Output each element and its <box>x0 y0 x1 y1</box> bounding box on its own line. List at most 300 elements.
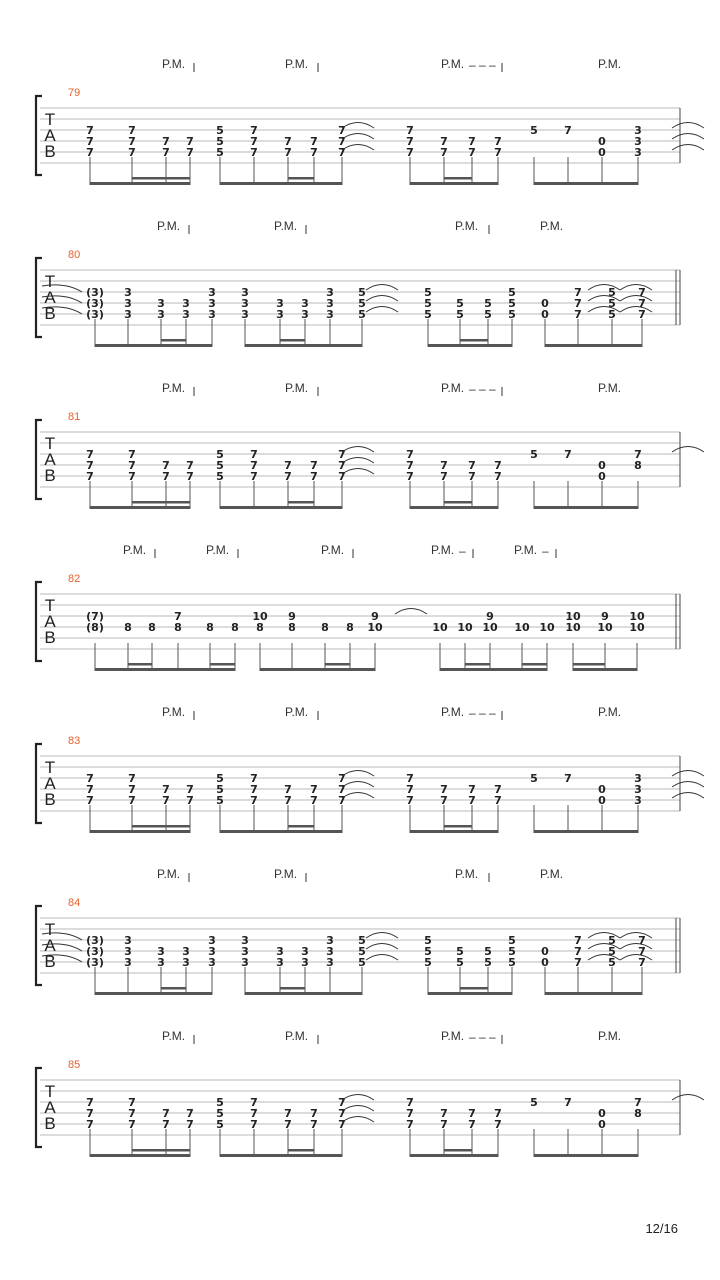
fret-number: 5 <box>530 124 538 137</box>
fret-number: 10 <box>252 610 268 623</box>
beam <box>428 992 512 995</box>
fret-number: 5 <box>358 286 366 299</box>
fret-number: 7 <box>638 956 646 969</box>
palm-mute-label: P.M. <box>157 219 181 233</box>
fret-number: 7 <box>338 783 346 796</box>
fret-number: 8 <box>321 621 329 634</box>
fret-number: 7 <box>186 470 194 483</box>
fret-number: 9 <box>371 610 379 623</box>
fret-number: 5 <box>424 945 432 958</box>
palm-mute-extension: – – – <box>469 58 496 72</box>
fret-number: 5 <box>608 286 616 299</box>
fret-number: 7 <box>86 1118 94 1131</box>
fret-number: 0 <box>598 794 606 807</box>
fret-number: 3 <box>326 934 334 947</box>
tie-arc <box>342 782 374 788</box>
fret-number: 7 <box>574 956 582 969</box>
fret-number: 7 <box>128 783 136 796</box>
fret-number: 7 <box>128 1096 136 1109</box>
fret-number: 10 <box>539 621 555 634</box>
fret-number: 3 <box>326 945 334 958</box>
tie-arc <box>342 145 374 151</box>
palm-mute-label: P.M. <box>285 381 309 395</box>
fret-number: 7 <box>174 610 182 623</box>
tie-arc <box>366 285 398 291</box>
fret-number: 3 <box>326 297 334 310</box>
fret-number: 7 <box>468 135 476 148</box>
palm-mute-label: P.M. <box>431 543 455 557</box>
measure-number: 81 <box>68 411 81 423</box>
fret-number: 5 <box>608 956 616 969</box>
palm-mute-label: P.M. <box>162 705 186 719</box>
fret-number: 3 <box>241 297 249 310</box>
fret-number: 7 <box>494 135 502 148</box>
tie-arc <box>672 1095 704 1101</box>
fret-number: 5 <box>358 945 366 958</box>
fret-number: 7 <box>128 1107 136 1120</box>
beam <box>95 344 212 347</box>
fret-number: 8 <box>634 1107 642 1120</box>
palm-mute-extension: – – – <box>469 382 496 396</box>
fret-number: 7 <box>186 146 194 159</box>
fret-number: 7 <box>284 459 292 472</box>
fret-number: 7 <box>406 470 414 483</box>
fret-number: 8 <box>148 621 156 634</box>
fret-number: 3 <box>124 297 132 310</box>
palm-mute-extension: – <box>459 544 466 558</box>
tie-arc <box>366 307 398 313</box>
fret-number: 7 <box>284 794 292 807</box>
fret-number: 10 <box>457 621 473 634</box>
palm-mute-extension: – – – <box>469 1030 496 1044</box>
fret-number: 3 <box>157 297 165 310</box>
fret-number: 10 <box>565 610 581 623</box>
fret-number: 7 <box>564 448 572 461</box>
beam-secondary <box>522 663 547 666</box>
fret-number: 5 <box>216 448 224 461</box>
tie-arc <box>672 793 704 799</box>
fret-number: 5 <box>608 945 616 958</box>
fret-number: 3 <box>241 945 249 958</box>
fret-number: (3) <box>86 956 104 969</box>
beam-secondary <box>573 663 605 666</box>
fret-number: 7 <box>162 459 170 472</box>
palm-mute-label: P.M. <box>285 57 309 71</box>
fret-number: 5 <box>358 297 366 310</box>
fret-number: 7 <box>638 297 646 310</box>
beam-secondary <box>288 177 314 180</box>
tie-arc <box>620 955 652 961</box>
tab-clef-letter: B <box>44 466 56 485</box>
fret-number: 3 <box>634 772 642 785</box>
palm-mute-label: P.M. <box>455 219 479 233</box>
fret-number: 3 <box>241 308 249 321</box>
tie-arc <box>672 134 704 140</box>
fret-number: 7 <box>406 783 414 796</box>
fret-number: 10 <box>597 621 613 634</box>
fret-number: 7 <box>634 448 642 461</box>
fret-number: 7 <box>494 1107 502 1120</box>
fret-number: 7 <box>310 459 318 472</box>
tab-clef-letter: A <box>44 126 56 145</box>
fret-number: 7 <box>338 448 346 461</box>
fret-number: 7 <box>128 146 136 159</box>
fret-number: 5 <box>484 308 492 321</box>
fret-number: 5 <box>508 286 516 299</box>
fret-number: 7 <box>494 146 502 159</box>
fret-number: 5 <box>216 1107 224 1120</box>
fret-number: 3 <box>634 146 642 159</box>
palm-mute-label: P.M. <box>157 867 181 881</box>
fret-number: 3 <box>301 956 309 969</box>
fret-number: 7 <box>468 459 476 472</box>
fret-number: 7 <box>310 783 318 796</box>
fret-number: 0 <box>598 1107 606 1120</box>
fret-number: 7 <box>338 459 346 472</box>
fret-number: 7 <box>338 146 346 159</box>
fret-number: 7 <box>86 1107 94 1120</box>
palm-mute-extension: – – – <box>469 706 496 720</box>
fret-number: 7 <box>128 794 136 807</box>
fret-number: 7 <box>574 286 582 299</box>
beam <box>260 668 375 671</box>
palm-mute-label: P.M. <box>441 1029 465 1043</box>
fret-number: 7 <box>284 783 292 796</box>
beam <box>90 506 190 509</box>
fret-number: 5 <box>484 297 492 310</box>
fret-number: 5 <box>484 945 492 958</box>
tab-clef-letter: A <box>44 288 56 307</box>
fret-number: 7 <box>284 1118 292 1131</box>
tie-arc <box>672 123 704 129</box>
beam <box>95 992 212 995</box>
fret-number: 7 <box>574 308 582 321</box>
beam-secondary <box>444 825 472 828</box>
fret-number: 3 <box>241 934 249 947</box>
fret-number: 3 <box>157 945 165 958</box>
fret-number: 7 <box>186 135 194 148</box>
palm-mute-label: P.M. <box>162 1029 186 1043</box>
fret-number: 3 <box>182 297 190 310</box>
tie-arc <box>620 285 652 291</box>
fret-number: 7 <box>250 783 258 796</box>
fret-number: 5 <box>508 956 516 969</box>
fret-number: 7 <box>310 1118 318 1131</box>
fret-number: 3 <box>157 308 165 321</box>
tie-arc <box>620 307 652 313</box>
fret-number: 7 <box>564 1096 572 1109</box>
fret-number: 10 <box>482 621 498 634</box>
tie-arc <box>342 123 374 129</box>
fret-number: 7 <box>186 459 194 472</box>
fret-number: 0 <box>541 945 549 958</box>
tab-clef-letter: A <box>44 936 56 955</box>
fret-number: 3 <box>124 286 132 299</box>
beam-secondary <box>161 339 186 342</box>
palm-mute-label: P.M. <box>285 705 309 719</box>
fret-number: 3 <box>326 308 334 321</box>
beam-secondary <box>166 1149 190 1152</box>
fret-number: 7 <box>128 135 136 148</box>
palm-mute-label: P.M. <box>598 57 622 71</box>
palm-mute-label: P.M. <box>285 1029 309 1043</box>
fret-number: 7 <box>86 783 94 796</box>
fret-number: (8) <box>86 621 104 634</box>
fret-number: 5 <box>358 934 366 947</box>
fret-number: 7 <box>128 448 136 461</box>
tab-clef-letter: T <box>44 920 56 939</box>
tab-clef-letter: T <box>44 596 56 615</box>
palm-mute-label: P.M. <box>514 543 538 557</box>
fret-number: 3 <box>634 794 642 807</box>
beam-secondary <box>210 663 235 666</box>
tie-arc <box>366 944 398 950</box>
fret-number: 7 <box>128 459 136 472</box>
palm-mute-label: P.M. <box>321 543 345 557</box>
beam <box>545 992 642 995</box>
fret-number: 5 <box>424 297 432 310</box>
fret-number: 0 <box>598 783 606 796</box>
fret-number: 7 <box>440 1107 448 1120</box>
fret-number: 7 <box>250 1107 258 1120</box>
fret-number: 7 <box>338 1096 346 1109</box>
fret-number: 5 <box>216 470 224 483</box>
fret-number: 0 <box>598 135 606 148</box>
fret-number: 7 <box>310 470 318 483</box>
measure-number: 82 <box>68 573 81 585</box>
tab-system-83 <box>36 705 704 833</box>
beam <box>410 1154 498 1157</box>
fret-number: 3 <box>208 956 216 969</box>
fret-number: 5 <box>424 934 432 947</box>
tab-clef-letter: B <box>44 952 56 971</box>
beam-secondary <box>465 663 490 666</box>
beam <box>95 668 235 671</box>
tab-clef-letter: B <box>44 304 56 323</box>
tie-arc <box>366 296 398 302</box>
fret-number: 7 <box>406 772 414 785</box>
fret-number: 5 <box>216 794 224 807</box>
fret-number: 7 <box>440 470 448 483</box>
fret-number: 3 <box>634 135 642 148</box>
beam-secondary <box>166 501 190 504</box>
fret-number: 5 <box>530 1096 538 1109</box>
beam-secondary <box>280 987 305 990</box>
fret-number: 7 <box>494 794 502 807</box>
fret-number: 5 <box>216 783 224 796</box>
fret-number: 0 <box>598 459 606 472</box>
fret-number: 7 <box>310 1107 318 1120</box>
tab-clef-letter: B <box>44 790 56 809</box>
fret-number: 9 <box>288 610 296 623</box>
fret-number: 7 <box>250 772 258 785</box>
fret-number: 10 <box>629 610 645 623</box>
fret-number: 7 <box>250 146 258 159</box>
fret-number: 7 <box>284 470 292 483</box>
measure-number: 83 <box>68 735 81 747</box>
fret-number: 9 <box>486 610 494 623</box>
palm-mute-label: P.M. <box>455 867 479 881</box>
beam <box>428 344 512 347</box>
beam <box>220 182 342 185</box>
fret-number: 7 <box>564 772 572 785</box>
measure-number: 84 <box>68 897 81 909</box>
fret-number: 8 <box>346 621 354 634</box>
fret-number: 5 <box>456 297 464 310</box>
fret-number: (3) <box>86 945 104 958</box>
fret-number: 10 <box>432 621 448 634</box>
palm-mute-label: P.M. <box>441 705 465 719</box>
fret-number: 3 <box>326 956 334 969</box>
tie-arc <box>620 296 652 302</box>
fret-number: 5 <box>216 135 224 148</box>
fret-number: 7 <box>128 124 136 137</box>
fret-number: 7 <box>162 783 170 796</box>
fret-number: 5 <box>216 459 224 472</box>
fret-number: 7 <box>284 1107 292 1120</box>
tab-system-81 <box>36 381 704 509</box>
fret-number: 5 <box>424 956 432 969</box>
tab-system-85 <box>36 1029 704 1157</box>
tab-clef-letter: T <box>44 1082 56 1101</box>
beam-secondary <box>161 987 186 990</box>
tab-system-84 <box>36 867 680 995</box>
fret-number: 7 <box>86 470 94 483</box>
fret-number: 7 <box>440 794 448 807</box>
fret-number: 3 <box>124 308 132 321</box>
fret-number: 7 <box>310 794 318 807</box>
fret-number: 7 <box>162 135 170 148</box>
fret-number: 3 <box>634 783 642 796</box>
fret-number: 3 <box>182 956 190 969</box>
fret-number: 0 <box>541 308 549 321</box>
fret-number: 8 <box>124 621 132 634</box>
fret-number: (3) <box>86 297 104 310</box>
fret-number: 7 <box>638 286 646 299</box>
fret-number: 3 <box>276 308 284 321</box>
fret-number: 0 <box>541 297 549 310</box>
fret-number: 5 <box>508 934 516 947</box>
tab-clef-letter: A <box>44 450 56 469</box>
fret-number: 5 <box>484 956 492 969</box>
beam-secondary <box>166 825 190 828</box>
fret-number: 7 <box>440 135 448 148</box>
beam <box>534 182 638 185</box>
beam <box>410 506 498 509</box>
beam-secondary <box>444 501 472 504</box>
fret-number: (3) <box>86 286 104 299</box>
fret-number: 0 <box>598 470 606 483</box>
fret-number: 7 <box>86 772 94 785</box>
palm-mute-label: P.M. <box>598 1029 622 1043</box>
palm-mute-extension: – <box>542 544 549 558</box>
fret-number: 5 <box>608 934 616 947</box>
fret-number: 0 <box>598 146 606 159</box>
fret-number: 7 <box>284 146 292 159</box>
tie-arc <box>672 771 704 777</box>
fret-number: 5 <box>530 772 538 785</box>
fret-number: 7 <box>250 448 258 461</box>
fret-number: 7 <box>406 459 414 472</box>
beam <box>410 182 498 185</box>
fret-number: 7 <box>468 1107 476 1120</box>
beam <box>573 668 637 671</box>
fret-number: 5 <box>530 448 538 461</box>
tab-clef-letter: B <box>44 1114 56 1133</box>
fret-number: 3 <box>208 934 216 947</box>
beam <box>440 668 547 671</box>
fret-number: 7 <box>338 135 346 148</box>
fret-number: 3 <box>124 945 132 958</box>
fret-number: 7 <box>86 135 94 148</box>
beam <box>534 830 638 833</box>
fret-number: 7 <box>310 135 318 148</box>
fret-number: 3 <box>326 286 334 299</box>
beam <box>90 1154 190 1157</box>
fret-number: 7 <box>250 459 258 472</box>
tab-system-82 <box>36 543 680 671</box>
tab-clef-letter: B <box>44 142 56 161</box>
fret-number: 7 <box>406 135 414 148</box>
palm-mute-label: P.M. <box>540 219 564 233</box>
fret-number: 7 <box>440 1118 448 1131</box>
fret-number: 7 <box>86 794 94 807</box>
beam <box>245 992 362 995</box>
fret-number: 7 <box>250 124 258 137</box>
tie-arc <box>672 145 704 151</box>
tab-clef-letter: B <box>44 628 56 647</box>
fret-number: 7 <box>162 470 170 483</box>
fret-number: 5 <box>508 308 516 321</box>
fret-number: 7 <box>338 794 346 807</box>
fret-number: 7 <box>406 448 414 461</box>
fret-number: 7 <box>250 135 258 148</box>
fret-number: 3 <box>241 956 249 969</box>
fret-number: 5 <box>358 308 366 321</box>
fret-number: 7 <box>86 124 94 137</box>
fret-number: 7 <box>162 1118 170 1131</box>
fret-number: 7 <box>440 459 448 472</box>
fret-number: 5 <box>608 297 616 310</box>
tie-arc <box>672 782 704 788</box>
fret-number: 7 <box>128 470 136 483</box>
beam <box>220 830 342 833</box>
tie-arc <box>342 447 374 453</box>
fret-number: 0 <box>598 1118 606 1131</box>
fret-number: 5 <box>216 124 224 137</box>
beam-secondary <box>128 663 152 666</box>
tab-clef-letter: T <box>44 110 56 129</box>
tab-clef-letter: A <box>44 774 56 793</box>
beam-secondary <box>460 339 488 342</box>
fret-number: 7 <box>468 1118 476 1131</box>
fret-number: 3 <box>276 945 284 958</box>
fret-number: 7 <box>338 1107 346 1120</box>
beam-secondary <box>288 1149 314 1152</box>
fret-number: 7 <box>440 146 448 159</box>
fret-number: 7 <box>406 1107 414 1120</box>
fret-number: 8 <box>231 621 239 634</box>
fret-number: 3 <box>208 308 216 321</box>
beam-secondary <box>288 501 314 504</box>
beam-secondary <box>325 663 350 666</box>
fret-number: 7 <box>494 1118 502 1131</box>
fret-number: 7 <box>186 794 194 807</box>
fret-number: 7 <box>468 794 476 807</box>
fret-number: 3 <box>301 297 309 310</box>
fret-number: 10 <box>514 621 530 634</box>
fret-number: 3 <box>124 934 132 947</box>
